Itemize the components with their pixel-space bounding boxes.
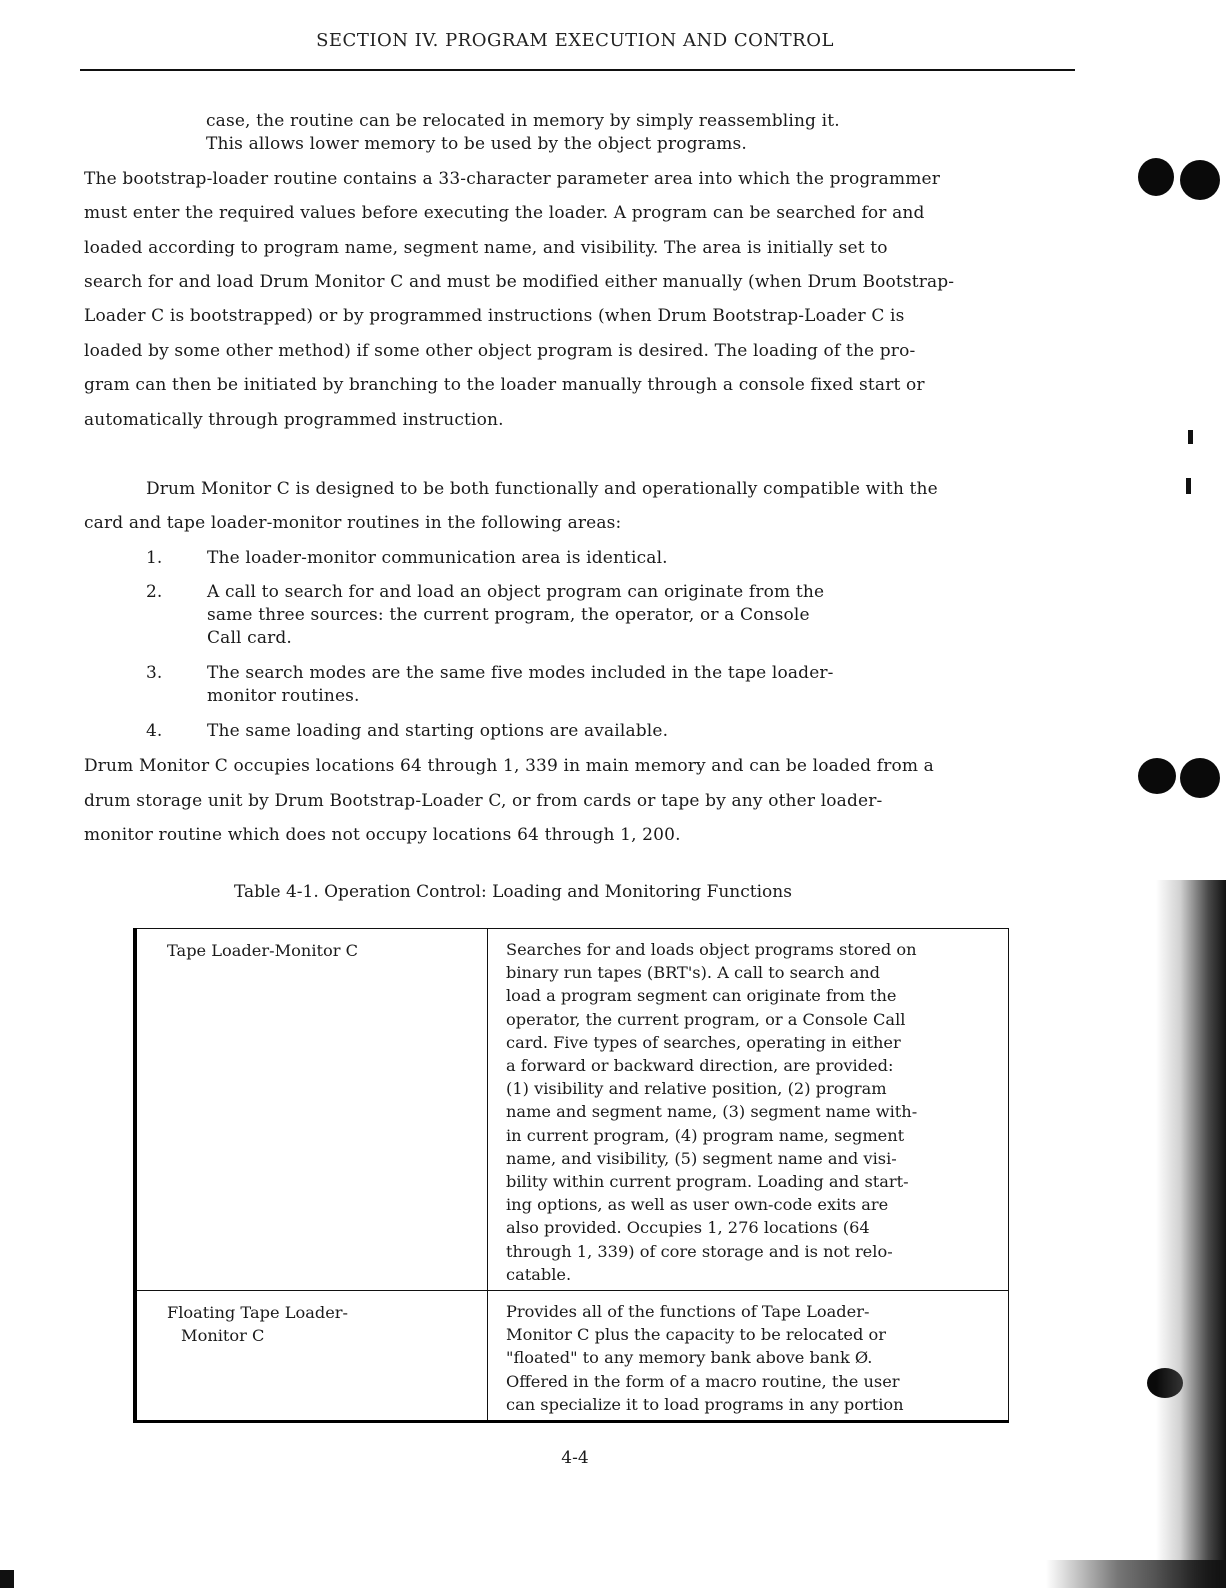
description-line: operator, the current program, or a Console Call	[506, 1009, 906, 1029]
description-line: name, and visibility, (5) segment name and visi-	[506, 1148, 897, 1168]
list-item-text: A call to search for and load an object program can originate from the	[207, 582, 825, 602]
punch-hole-icon	[1180, 758, 1220, 798]
scan-edge-shadow	[1156, 880, 1226, 1588]
table-row	[135, 929, 1009, 1291]
header-rule	[80, 69, 1075, 71]
punch-hole-icon	[1180, 160, 1220, 200]
punch-hole-icon	[1138, 758, 1176, 794]
list-number: 2.	[146, 582, 163, 602]
punch-hole-icon	[1138, 158, 1174, 196]
paragraph-line: Drum Monitor C is designed to be both functionally and operationally compatible with the	[146, 479, 938, 499]
paragraph-line: must enter the required values before executing the loader. A program can be searched for and	[84, 203, 925, 223]
description-line: Provides all of the functions of Tape Loader-	[506, 1302, 870, 1322]
paragraph-line: loaded by some other method) if some other object program is desired. The loading of the pro-	[84, 341, 916, 361]
scan-bottom-shadow	[1046, 1560, 1226, 1588]
description-line: card. Five types of searches, operating in either	[506, 1032, 901, 1052]
paragraph-line: card and tape loader-monitor routines in the following areas:	[84, 513, 622, 533]
paragraph-line: drum storage unit by Drum Bootstrap-Loader C, or from cards or tape by any other loader-	[84, 791, 883, 811]
description-line: Offered in the form of a macro routine, the user	[506, 1371, 900, 1391]
description-line: name and segment name, (3) segment name with-	[506, 1102, 918, 1122]
functions-table	[133, 928, 1009, 1423]
routine-description-cell	[488, 929, 1009, 1291]
table-caption: Table 4-1. Operation Control: Loading and Monitoring Functions	[234, 882, 792, 902]
description-line: Monitor C plus the capacity to be relocated or	[506, 1325, 886, 1345]
description-line: also provided. Occupies 1, 276 locations (64	[506, 1218, 870, 1238]
description-line: catable.	[506, 1264, 572, 1284]
list-item-text: monitor routines.	[207, 686, 360, 706]
list-item-text: The search modes are the same five modes included in the tape loader-	[207, 663, 834, 683]
description-line: can specialize it to load programs in any portion	[506, 1394, 904, 1414]
paragraph-line: automatically through programmed instruction.	[84, 410, 504, 430]
scan-speck	[1186, 478, 1191, 494]
scan-speck	[0, 1570, 14, 1588]
paragraph-line: Loader C is bootstrapped) or by programmed instructions (when Drum Bootstrap-Loader C is	[84, 306, 905, 326]
routine-description-cell	[488, 1291, 1009, 1422]
routine-name: Monitor C	[181, 1326, 265, 1346]
routine-name: Tape Loader-Monitor C	[167, 941, 359, 960]
table-row	[135, 1291, 1009, 1422]
list-item-text: Call card.	[207, 628, 292, 648]
page-number: 4-4	[561, 1448, 589, 1468]
paragraph-line: Drum Monitor C occupies locations 64 through 1, 339 in main memory and can be loaded from a	[84, 756, 934, 776]
description-line: "floated" to any memory bank above bank Ø.	[506, 1348, 873, 1368]
intro-line-2: This allows lower memory to be used by the object programs.	[206, 134, 747, 154]
description-line: through 1, 339) of core storage and is not relo-	[506, 1241, 893, 1261]
description-line: in current program, (4) program name, segment	[506, 1125, 905, 1145]
description-line: load a program segment can originate from the	[506, 986, 897, 1006]
paragraph-line: loaded according to program name, segment name, and visibility. The area is initially set to	[84, 238, 888, 258]
scan-speck	[1188, 430, 1193, 444]
paragraph-line: search for and load Drum Monitor C and must be modified either manually (when Drum Bootstrap-	[84, 272, 955, 292]
description-line: binary run tapes (BRT's). A call to search and	[506, 963, 881, 983]
list-number: 4.	[146, 721, 163, 741]
running-header: SECTION IV. PROGRAM EXECUTION AND CONTROL	[316, 30, 834, 51]
paragraph-line: The bootstrap-loader routine contains a 33-character parameter area into which the programmer	[84, 169, 940, 189]
paragraph-line: monitor routine which does not occupy locations 64 through 1, 200.	[84, 825, 681, 845]
paragraph-line: gram can then be initiated by branching to the loader manually through a console fixed start or	[84, 375, 925, 395]
description-line: (1) visibility and relative position, (2) program	[506, 1079, 887, 1099]
intro-line-1: case, the routine can be relocated in memory by simply reassembling it.	[206, 111, 840, 131]
description-line: Searches for and loads object programs stored on	[506, 940, 917, 959]
list-item-text: The loader-monitor communication area is identical.	[207, 548, 668, 568]
list-item-text: same three sources: the current program, the operator, or a Console	[207, 605, 810, 625]
routine-name-cell	[135, 1291, 488, 1422]
routine-name: Floating Tape Loader-	[167, 1303, 348, 1323]
description-line: a forward or backward direction, are provided:	[506, 1056, 894, 1076]
description-line: bility within current program. Loading and start-	[506, 1172, 909, 1192]
routine-name-cell	[135, 929, 488, 1291]
description-line: ing options, as well as user own-code exits are	[506, 1195, 889, 1215]
list-number: 3.	[146, 663, 163, 683]
list-number: 1.	[146, 548, 163, 568]
list-item-text: The same loading and starting options are available.	[207, 721, 669, 741]
